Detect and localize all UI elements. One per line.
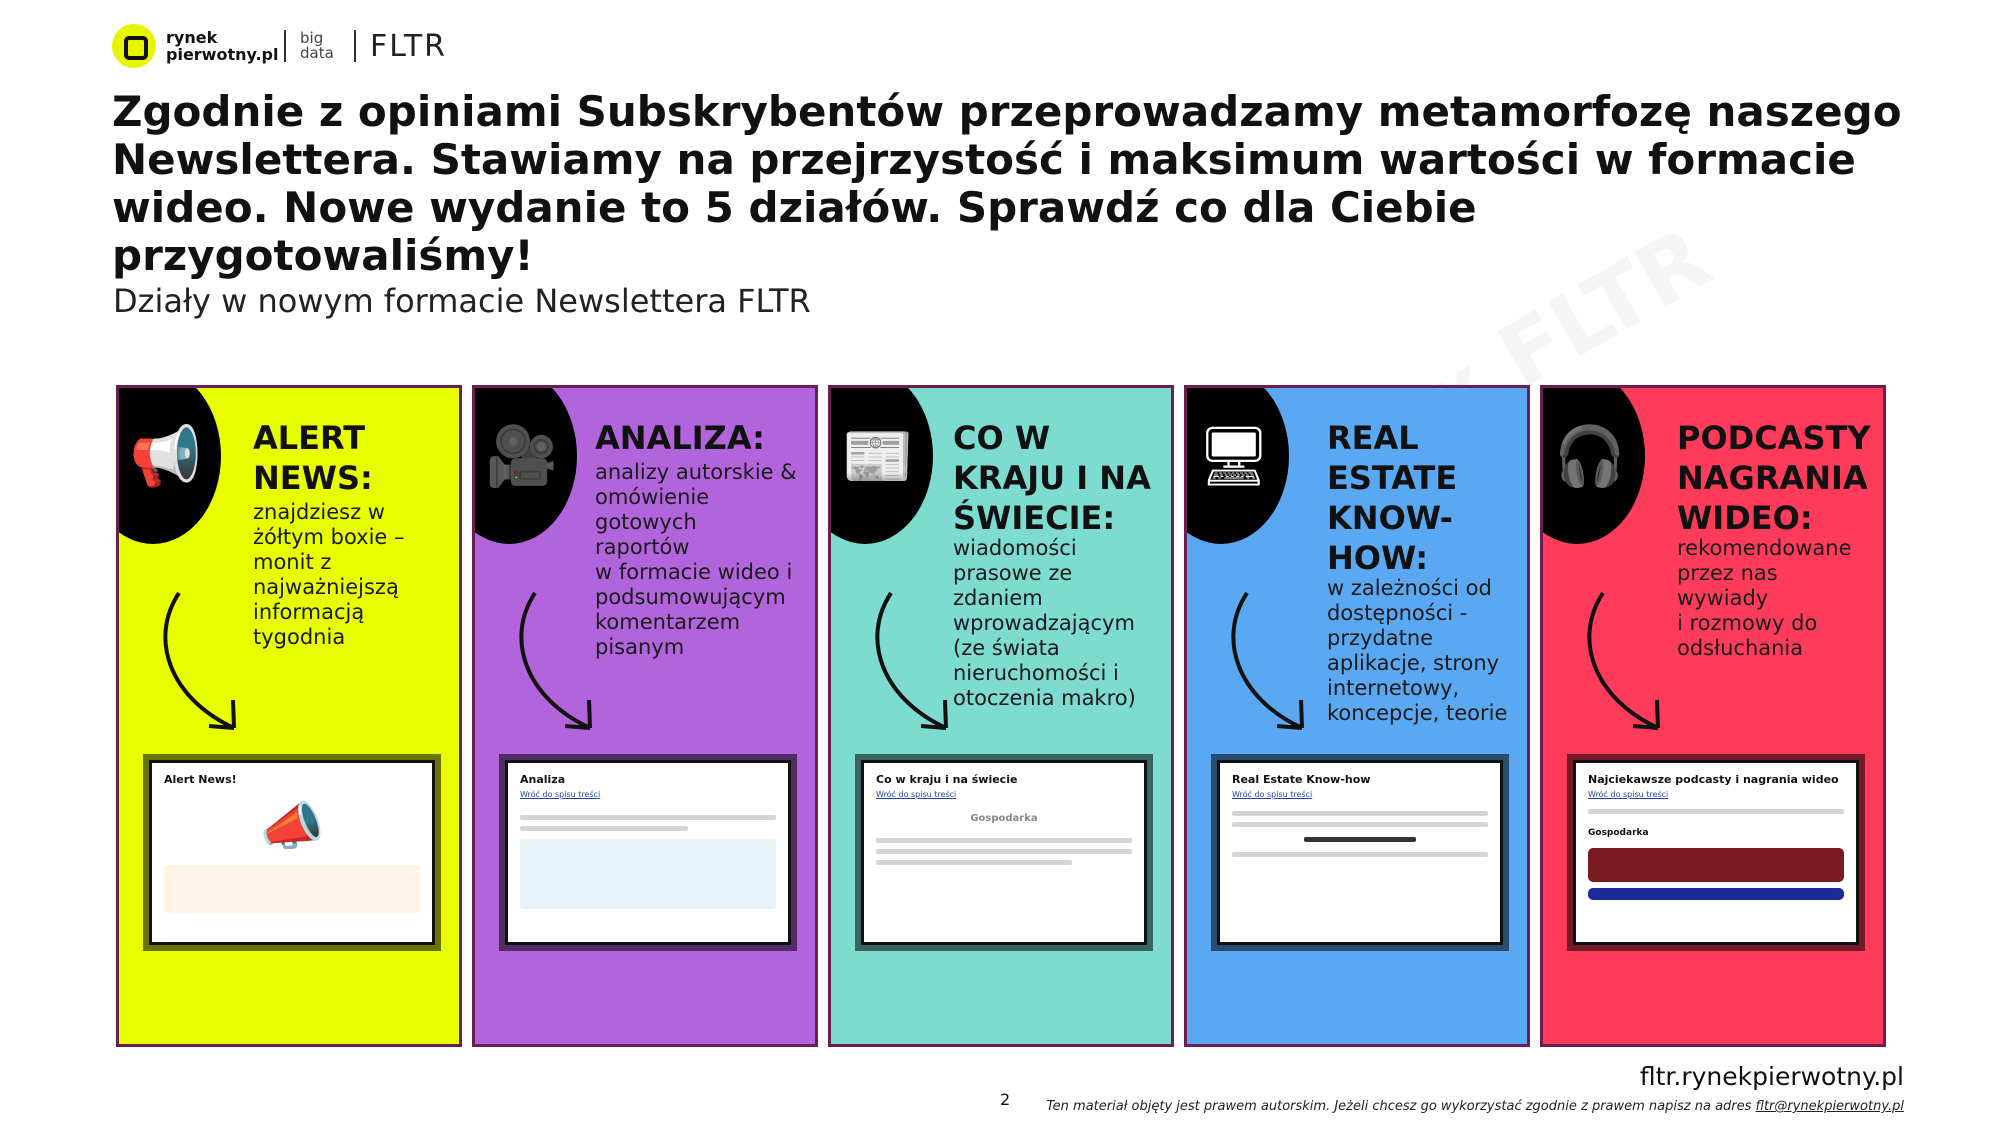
preview-title: Analiza (520, 773, 566, 786)
card-title: ANALIZA: (595, 419, 765, 457)
preview-question-box (520, 839, 776, 909)
preview-title: Najciekawsze podcasty i nagrania wideo (1588, 773, 1839, 786)
preview-section-label: Gospodarka (1588, 828, 1649, 838)
logo[interactable] (112, 24, 447, 68)
preview-text-line (520, 826, 688, 831)
copyright-text: Ten materiał objęty jest prawem autorskim. Jeżeli chcesz go wykorzystać zgodnie z prawem napisz na adres (1046, 1099, 1756, 1114)
section-card-co-w-kraju (828, 385, 1174, 1047)
megaphone-icon: 📢 (116, 385, 221, 544)
preview-text-line (1232, 852, 1488, 857)
preview-text-line (520, 815, 776, 820)
section-card-podcasty (1540, 385, 1886, 1047)
spotify-player-embed[interactable] (1588, 888, 1844, 900)
preview-text-line (1232, 811, 1488, 816)
logo-text: rynek pierwotny.pl (166, 28, 279, 64)
arrow-icon (149, 588, 244, 738)
newsletter-preview (505, 760, 791, 945)
footer-url-link[interactable]: fltr.rynekpierwotny.pl (1639, 1062, 1904, 1091)
logo-divider (284, 30, 286, 62)
arrow-icon (1217, 588, 1312, 738)
preview-text-line (1588, 809, 1844, 814)
headphones-icon: 🎧 (1540, 385, 1645, 544)
newsletter-preview (1217, 760, 1503, 945)
arrow-icon (861, 588, 956, 738)
preview-section-label: Gospodarka (970, 813, 1038, 824)
card-description: znajdziesz w żółtym boxie – monit z najważniejszą informacją tygodnia (253, 500, 405, 649)
spotify-player-embed[interactable] (1588, 848, 1844, 882)
preview-text-line (876, 838, 1132, 843)
headline: Zgodnie z opiniami Subskrybentów przeprowadzamy metamorfozę naszego Newslettera. Stawiamy na przejrzystość i maksimum wartości w formacie wideo. Nowe wydanie to 5 działów. Sprawdź co dla Ciebie przygotowaliśmy! (112, 87, 1902, 280)
preview-title: Alert News! (164, 773, 237, 786)
fltr-logo: FLTR (370, 28, 448, 64)
newsletter-preview (1573, 760, 1859, 945)
arrow-icon (1573, 588, 1668, 738)
preview-text-line (1232, 822, 1488, 827)
preview-link[interactable]: Wróć do spisu treści (520, 790, 601, 799)
card-description: analizy autorskie & omówienie gotowych raportów w formacie wideo i podsumowującym komentarzem pisanym (595, 460, 797, 659)
computer-icon: 🖥 (1184, 385, 1289, 544)
copyright-notice (1046, 1099, 1904, 1114)
newsletter-preview (861, 760, 1147, 945)
film-camera-icon: 🎥 (472, 385, 577, 544)
arrow-icon (505, 588, 600, 738)
section-card-analiza (472, 385, 818, 1047)
preview-link[interactable]: Wróć do spisu treści (1588, 790, 1669, 799)
big-data-logo: big data (300, 29, 334, 62)
card-description: rekomendowane przez nas wywiady i rozmowy do odsłuchania (1677, 536, 1852, 660)
megaphone-icon: 📣 (259, 797, 325, 857)
page-number: 2 (1000, 1090, 1011, 1109)
section-card-real-estate-know-how (1184, 385, 1530, 1047)
preview-text-line (876, 860, 1072, 865)
preview-text-block (164, 865, 420, 913)
card-description: wiadomości prasowe ze zdaniem wprowadzającym (ze świata nieruchomości i otoczenia makro) (953, 536, 1136, 710)
card-title: ALERT NEWS: (253, 419, 373, 497)
contact-email-link[interactable]: fltr@rynekpierwotny.pl (1755, 1099, 1904, 1114)
preview-button[interactable] (1304, 837, 1416, 842)
newspaper-icon: 📰 (828, 385, 933, 544)
card-title: CO W KRAJU I NA ŚWIECIE: (953, 419, 1151, 537)
card-description: w zależności od dostępności - przydatne aplikacje, strony internetowy, koncepcje, teorie (1327, 576, 1508, 725)
card-title: PODCASTY NAGRANIA WIDEO: (1677, 419, 1871, 537)
card-title: REAL ESTATE KNOW- HOW: (1327, 419, 1458, 577)
preview-link[interactable]: Wróć do spisu treści (1232, 790, 1313, 799)
section-card-alert-news (116, 385, 462, 1047)
newsletter-preview (149, 760, 435, 945)
preview-link[interactable]: Wróć do spisu treści (876, 790, 957, 799)
rynek-pierwotny-logo-icon (112, 24, 156, 68)
preview-title: Co w kraju i na świecie (876, 773, 1018, 786)
preview-text-line (876, 849, 1132, 854)
logo-divider (354, 30, 356, 62)
preview-title: Real Estate Know-how (1232, 773, 1371, 786)
subtitle: Działy w nowym formacie Newslettera FLTR (113, 282, 811, 320)
